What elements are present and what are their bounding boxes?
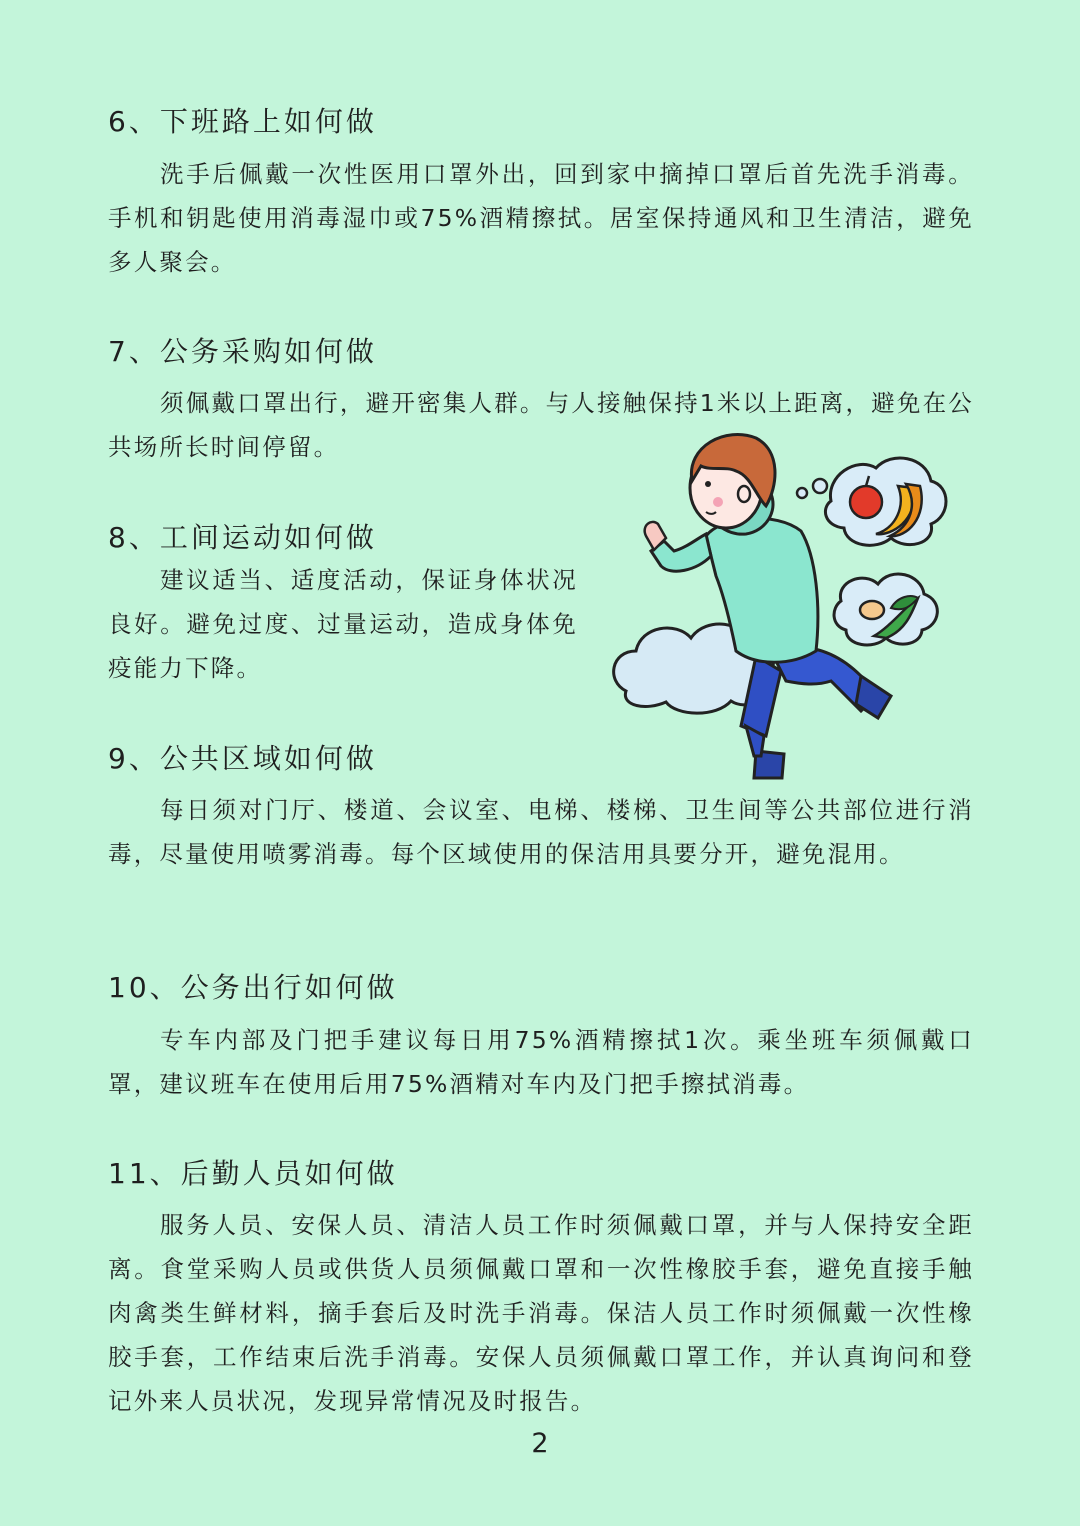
section-9-heading: 9、公共区域如何做 [108,742,377,775]
section-10-body: 专车内部及门把手建议每日用75%酒精擦拭1次。乘坐班车须佩戴口罩，建议班车在使用后用75%酒精对车内及门把手擦拭消毒。 [108,1026,974,1098]
thought-bubble-fruit [797,458,946,545]
section-9-body: 每日须对门厅、楼道、会议室、电梯、楼梯、卫生间等公共部位进行消毒，尽量使用喷雾消毒。每个区域使用的保洁用具要分开，避免混用。 [108,796,974,868]
egg-icon [860,601,884,619]
section-11-body: 服务人员、安保人员、清洁人员工作时须佩戴口罩，并与人保持安全距离。食堂采购人员或供货人员须佩戴口罩和一次性橡胶手套，避免直接手触肉禽类生鲜材料，摘手套后及时洗手消毒。保洁人员工作时须佩戴一次性橡胶手套，工作结束后洗手消毒。安保人员须佩戴口罩工作，并认真询问和登记外来人员状况，发现异常情况及时报告。 [108,1211,974,1415]
section-11-heading: 11、后勤人员如何做 [108,1157,398,1190]
section-10-heading: 10、公务出行如何做 [108,971,398,1004]
section-8-body: 建议适当、适度活动，保证身体状况良好。避免过度、过量运动，造成身体免疫能力下降。 [108,566,578,682]
thought-bubble-vegetable [834,574,937,645]
section-8-heading: 8、工间运动如何做 [108,521,377,554]
section-6-heading: 6、下班路上如何做 [108,105,377,138]
running-person-illustration [606,426,956,791]
section-6-body: 洗手后佩戴一次性医用口罩外出，回到家中摘掉口罩后首先洗手消毒。手机和钥匙使用消毒湿巾或75%酒精擦拭。居室保持通风和卫生清洁，避免多人聚会。 [108,160,974,276]
section-7-body: 须佩戴口罩出行，避开密集人群。与人接触保持1米以上距离，避免在公共场所长时间停留。 [108,389,974,461]
section-7-heading: 7、公务采购如何做 [108,335,377,368]
page-number: 2 [531,1428,549,1459]
